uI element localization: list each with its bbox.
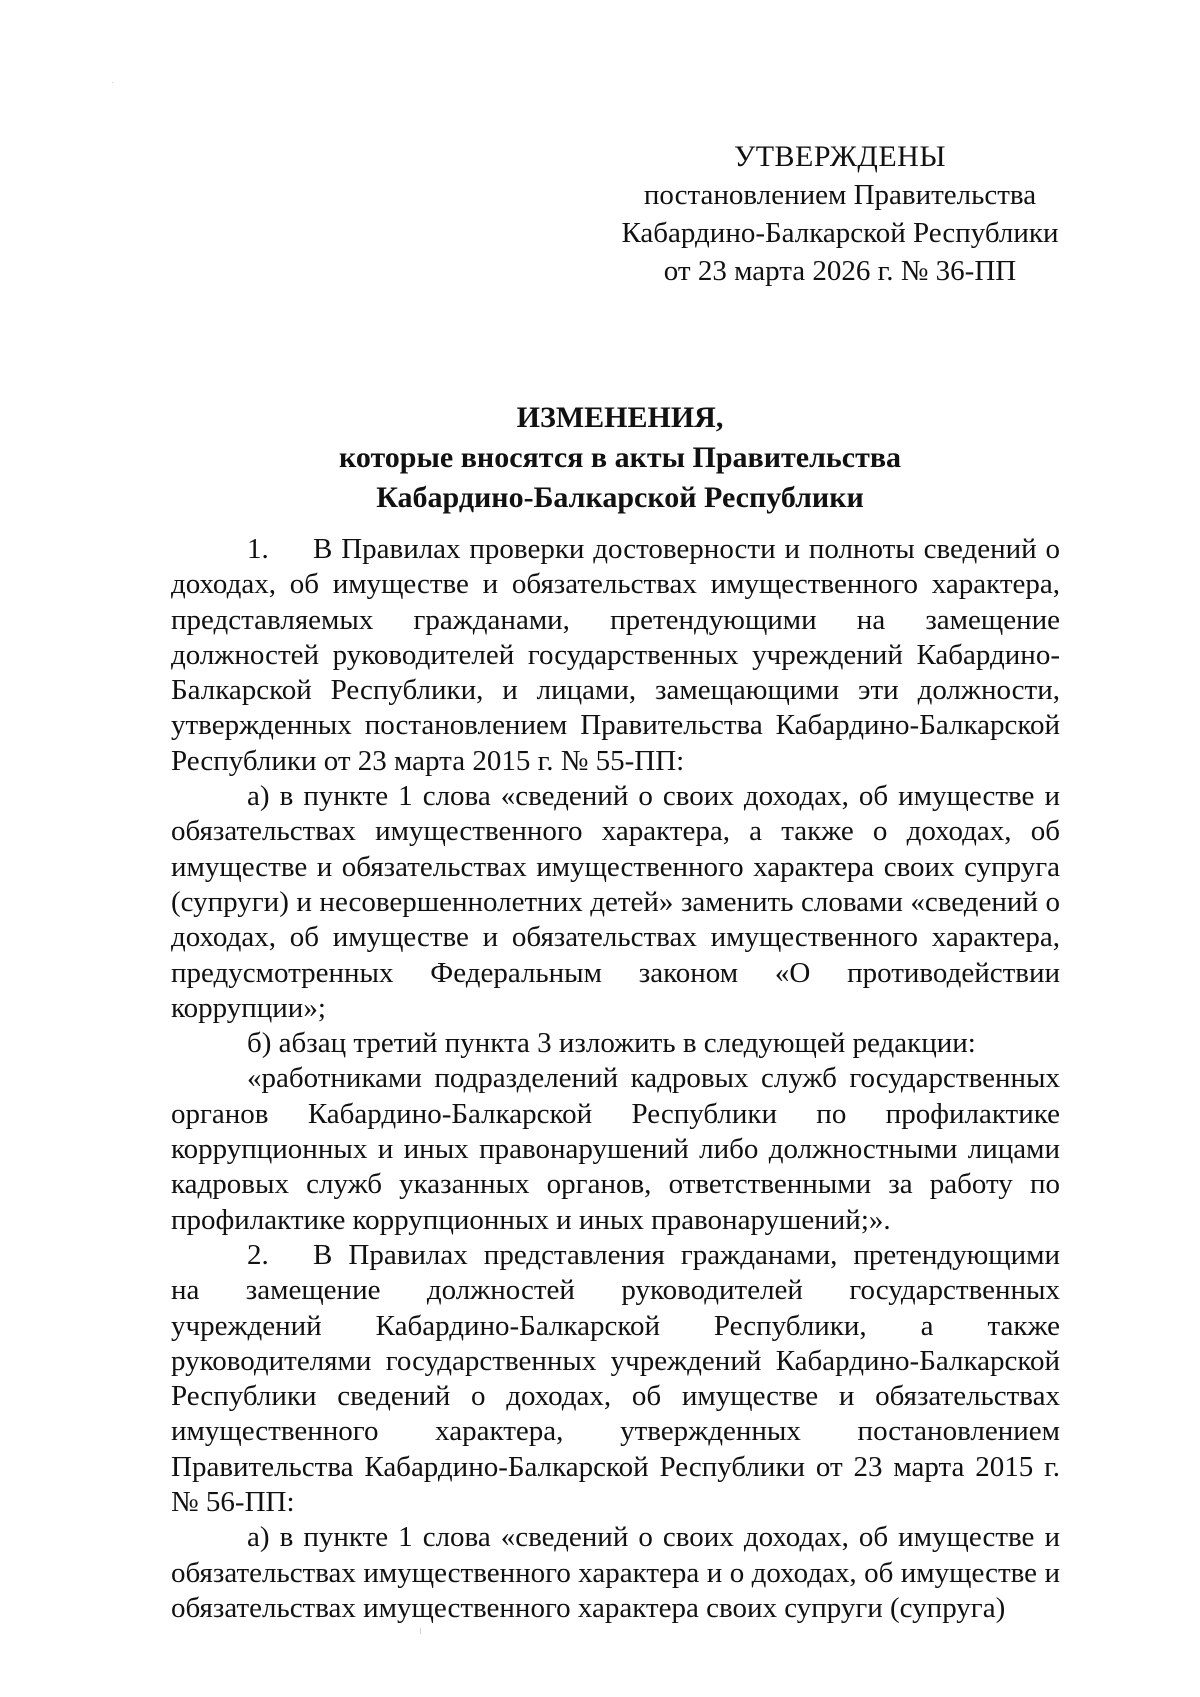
scan-mark — [420, 1628, 421, 1634]
paragraph-1a: а) в пункте 1 слова «сведений о своих доходах, об имуществе и обязательствах имущественного характера, а также о доходах, об имуществе и обязательствах имущественного характера своих супруга (супруги) и несовершеннолетних детей» заменить словами «сведений о доходах, об имуществе и обязательствах имущественного характера, предусмотренных Федеральным законом «О противодействии коррупции»; — [171, 780, 1060, 1024]
document-body — [171, 532, 1060, 1626]
paragraph-1 — [171, 532, 1060, 779]
approval-line-3: от 23 марта 2026 г. № 36-ПП — [663, 255, 1017, 287]
document-heading — [160, 398, 1080, 518]
approval-line-2: Кабардино-Балкарской Республики — [621, 217, 1059, 249]
paragraph-2-text: В Правилах представления гражданами, претендующими на замещение должностей руководителей государственных учреждений Кабардино-Балкарской Республики, а также руководителями государственных учреждений Кабардино-Балкарской Республики сведений о доходах, об имуществе и обязательствах имущественного характера, утвержденных постановлением Правительства Кабардино-Балкарской Республики от 23 марта 2015 г. № 56-ПП: — [171, 1238, 1060, 1519]
heading-line-2: которые вносятся в акты Правительства — [338, 441, 902, 474]
approval-title: УТВЕРЖДЕНЫ — [733, 140, 947, 173]
scan-dot — [112, 82, 113, 83]
approval-stamp — [620, 138, 1060, 290]
paragraph-1b: б) абзац третий пункта 3 изложить в следующей редакции: — [247, 1027, 976, 1060]
heading-line-3: Кабардино-Балкарской Республики — [376, 481, 864, 514]
paragraph-2 — [171, 1238, 1060, 1520]
paragraph-2-number: 2. — [247, 1238, 269, 1271]
paragraph-2a: а) в пункте 1 слова «сведений о своих доходах, об имуществе и обязательствах имущественного характера и о доходах, об имуществе и обязательствах имущественного характера своих супруги (супруга) — [171, 1521, 1060, 1624]
approval-line-1: постановлением Правительства — [643, 179, 1037, 211]
paragraph-1-number: 1. — [247, 533, 269, 565]
paragraph-1b-quote: «работниками подразделений кадровых служб государственных органов Кабардино-Балкарской Республики по профилактике коррупционных и иных правонарушений либо должностными лицами кадровых служб указанных органов, ответственными за работу по профилактике коррупционных и иных правонарушений;». — [171, 1062, 1060, 1236]
paragraph-1-text: В Правилах проверки достоверности и полноты сведений о доходах, об имуществе и обязательствах имущественного характера, представляемых гражданами, претендующими на замещение должностей руководителей государственных учреждений Кабардино-Балкарской Республики, и лицами, замещающими эти должности, утвержденных постановлением Правительства Кабардино-Балкарской Республики от 23 марта 2015 г. № 55-ПП: — [171, 533, 1060, 777]
heading-line-1: ИЗМЕНЕНИЯ, — [516, 401, 724, 434]
